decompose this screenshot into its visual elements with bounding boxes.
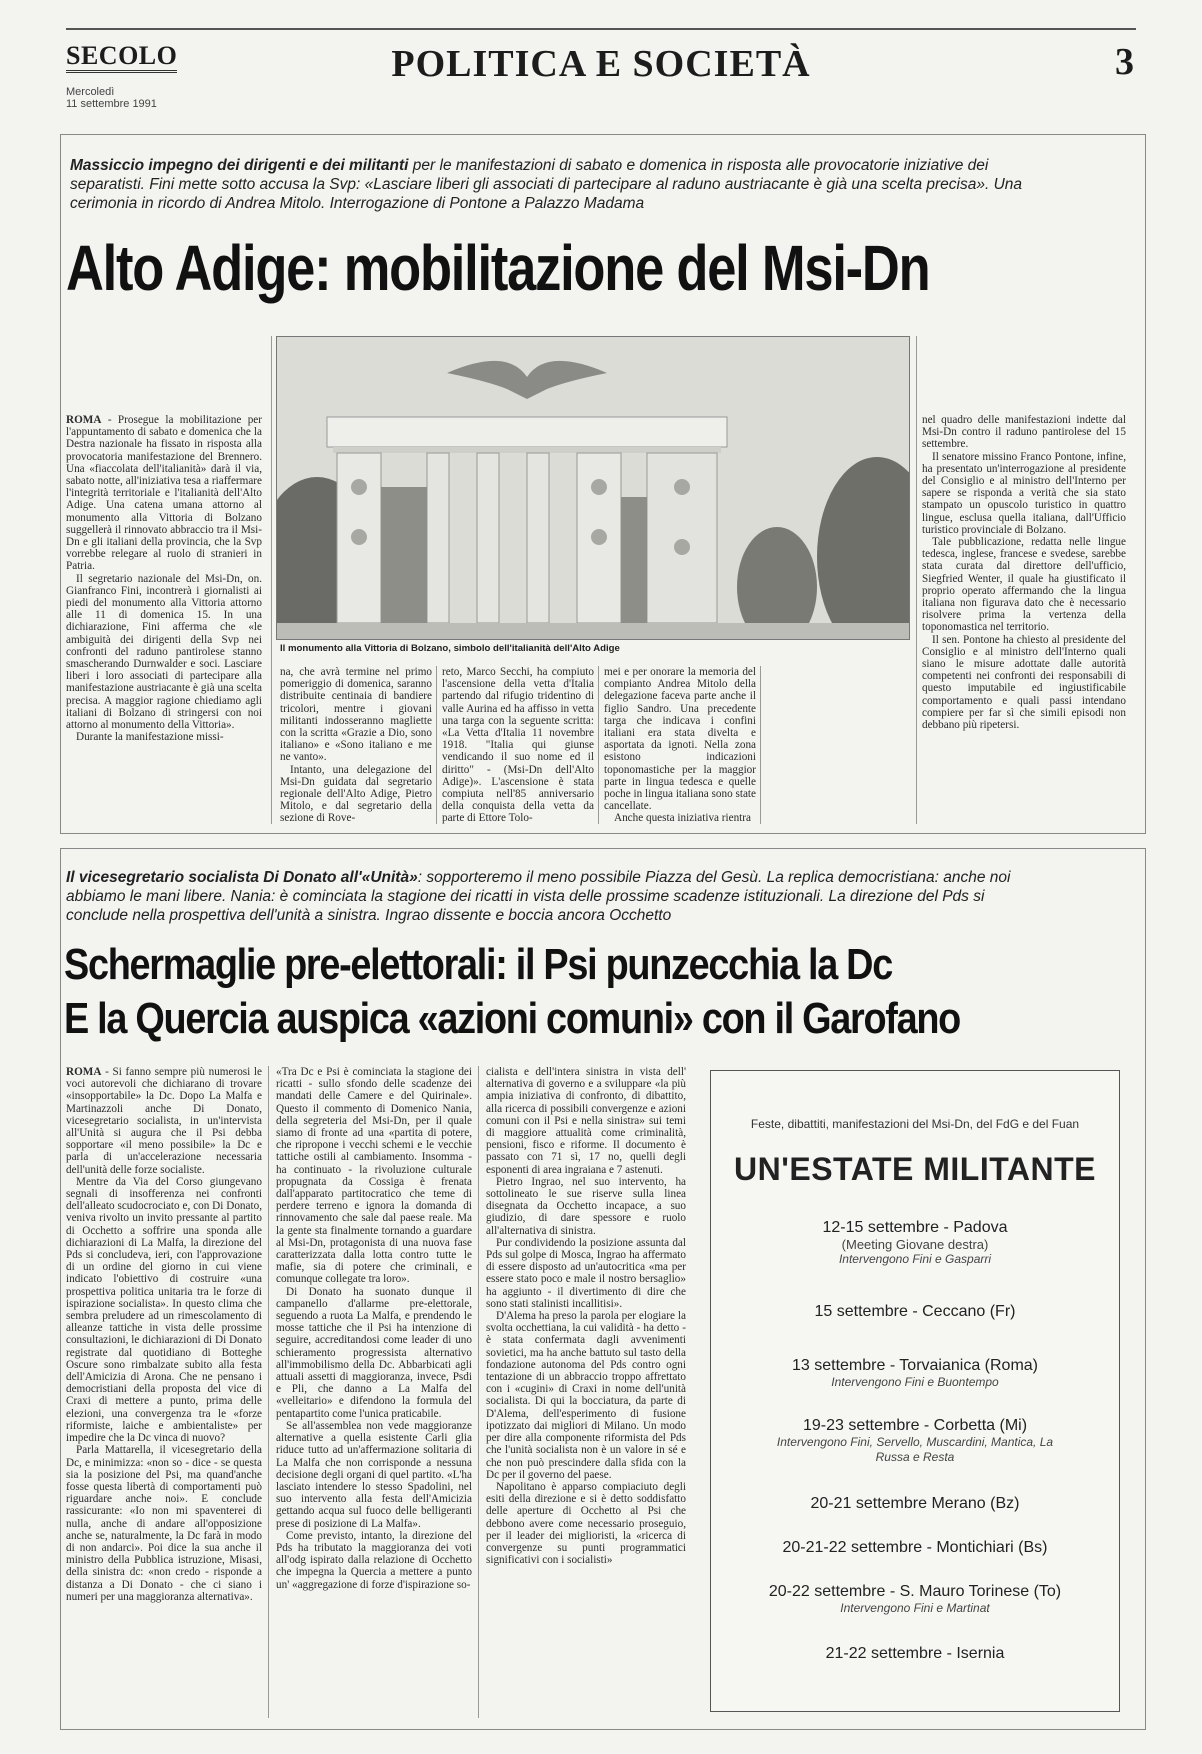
events-box (710, 1070, 1120, 1712)
paragraph: Il senatore missino Franco Pontone, infine, ha presentato un'interrogazione al presidente del Consiglio e al ministro dell'Interno per sapere se risponda a verità che sia stato stampato un opuscolo turistico in quattro lingue, esclusa quella italiana, dall'Ufficio turistico provinciale di Bolzano. (922, 450, 1126, 536)
dateline: ROMA (66, 1066, 102, 1078)
article1-column-5 (922, 414, 1126, 824)
paragraph: Anche questa iniziativa rientra (614, 812, 751, 824)
masthead (66, 28, 1136, 110)
article2-headline (64, 938, 960, 1046)
paragraph: nel quadro delle manifestazioni indette dal Msi-Dn contro il raduno pantirolese del 15 settembre. (922, 414, 1126, 451)
article1-occhiello (70, 156, 1030, 213)
event-item (711, 1303, 1119, 1321)
event-when: 13 settembre - Torvaianica (Roma) (791, 1357, 1039, 1374)
section-title: POLITICA E SOCIETÀ (391, 43, 811, 85)
headline-line-2: E la Quercia auspica «azioni comuni» con il Garofano (64, 994, 961, 1043)
paragraph: Parla Mattarella, il vicesegretario della Dc, e minimizza: «non so - dice - se questa sia la posizione del Psi, ma quand'anche fosse questa libertà di comportamenti può riguardare anche noi». E conclude rassicurante: «Io non mi spaventerei di nulla, anche di andare all'opposizione anche se, naturalmente, la Dc farà in modo di non andarci». Poi dice la sua anche il ministro della Pubblica istruzione, Misasi, della sinistra dc: «non credo - risponde a distanza a Di Donato - che ci siano i numeri per una maggioranza alternativa». (66, 1444, 262, 1603)
date-full: 11 settembre 1991 (66, 98, 157, 110)
column-rule (478, 1066, 479, 1718)
event-sub: (Meeting Giovane destra) (841, 1237, 989, 1252)
event-item (711, 1417, 1119, 1465)
paragraph: Mentre da Via del Corso giungevano segnali di insofferenza nei confronti dell'alleato scudocrociato e, con Di Donato, veniva rivolto un invito pressante al partito di Occhetto a soffrire una sponda alle dichiarazioni di La Malfa, la direzione del Pds si concludeva, ieri, con l'approvazione di un ordine del giorno in cui viene indicato l'obiettivo di costruire «una prospettiva politica unitaria tra le forze di ispirazione socialista». In questo clima che sembra preludere ad un rimescolamento di alleanze tattiche in vista delle prossime consultazioni, le dichiarazioni di Di Donato registrate dal quotidiano di Botteghe Oscure sono rimbalzate subito alla festa dell'Amicizia di Arona. Che ne pensano i democristiani della proposta del vice di Craxi di mettere a punto, prima delle elezioni, una convergenza tra le «forze riformiste, laiche e ambientaliste» per impedire che la Dc vinca di nuovo? (66, 1175, 262, 1445)
paragraph: Come previsto, intanto, la direzione del Pds ha tributato la maggioranza dei voti all'odg ispirato dalla relazione di Occhetto che impegna la Quercia a mettere a punto un' «aggregazione di forze d'ispirazione so- (276, 1529, 472, 1591)
paragraph: Pietro Ingrao, nel suo intervento, ha sottolineato le sue riserve sulla linea disegnata da Occhetto incapace, a suo giudizio, di dare spessore e ruolo all'alternativa di sinistra. (486, 1175, 686, 1237)
column-rule (268, 1066, 269, 1718)
paragraph: Il segretario nazionale del Msi-Dn, on. Gianfranco Fini, incontrerà i giornalisti ai piedi del monumento alla Vittoria attorno alle 11 di domenica 15. In una dichiarazione, Fini afferma che «le ambiguità dei dirigenti della Svp nei confronti del raduno pantirolese stanno smascherando Durnwalder e soci. Lasciare liberi i loro associati di partecipare alla manifestazione austriacante è già una scelta precisa. A maggior ragione chiediamo agli italiani di Bolzano di stringersi con noi attorno al monumento della Vittoria». (66, 572, 262, 732)
paragraph: Intanto, una delegazione del Msi-Dn guidata dal segretario regionale dell'Alto Adige, Pietro Mitolo, e dal segretario della sezione di Rove- (280, 763, 432, 824)
paragraph: Tale pubblicazione, redatta nelle lingue tedesca, inglese, francese e svedese, sarebbe stata curata dal direttore dell'ufficio, Siegfried Wenter, il quale ha giustificato il proprio operato affermando che la lingua italiana non figurava dato che è necessario risolvere prima la vertenza della toponomastica nel territorio. (922, 536, 1126, 634)
monument-photo (276, 336, 910, 640)
column-rule (916, 336, 917, 824)
occhiello-bold: Il vicesegretario socialista Di Donato all'«Unità» (66, 869, 418, 886)
photo-caption: Il monumento alla Vittoria di Bolzano, simbolo dell'italianità dell'Alto Adige (280, 643, 620, 654)
monument-illustration (277, 337, 909, 639)
paragraph: D'Alema ha preso la parola per elogiare la svolta occhettiana, la cui validità - ha detto - è stata confermata dagli avvenimenti sovietici, ma ha anche battuto sul tasto della fondazione autonoma del Pds contro ogni tentazione di un abbraccio troppo affrettato con i «cugini» di Craxi in nome dell'unità socialista. Di qui la bocciatura, da parte di D'Alema, dell'esperimento di fusione ipotizzato dai migliori di Milano. Un modo per dire alla componente riformista del Pds che l'unità socialista non è un valore in sé e che non può prescindere dalla sfida con la Dc per il governo del paese. (486, 1310, 686, 1481)
paragraph: - Si fanno sempre più numerosi le voci autorevoli che dichiarano di trovare «insopportabile» la Dc. Dopo La Malfa e Martinazzoli anche Di Donato, vicesegretario socialista, in un'intervista all'Unità si augura che il Psi debba sopportare «il meno possibile» la Dc e parla di un'accelerazione necessaria dell'unità delle forze socialiste. (66, 1066, 262, 1176)
event-item (711, 1495, 1119, 1513)
events-intro: Feste, dibattiti, manifestazioni del Msi-Dn, del FdG e del Fuan (750, 1117, 1080, 1131)
dateline: ROMA (66, 414, 102, 426)
article1-column-1 (66, 414, 262, 824)
article2-column-2 (276, 1066, 472, 1718)
article1-column-2 (280, 666, 432, 824)
event-when: 21-22 settembre - Isernia (825, 1645, 1005, 1662)
event-when: 19-23 settembre - Corbetta (Mi) (802, 1417, 1028, 1434)
paragraph: na, che avrà termine nel primo pomeriggio di domenica, saranno distribuite centinaia di bandiere tricolori, mentre i giovani militanti indosseranno magliette con la scritta «Grazie a Dio, sono italiano» e «Sono italiano e me ne vanto». (280, 666, 432, 764)
article2-occhiello (66, 868, 1046, 925)
event-item (711, 1219, 1119, 1267)
paragraph: reto, Marco Secchi, ha compiuto l'ascensione della vetta d'Italia partendo dal rifugio tridentino di valle Aurina ed ha affisso in vetta una targa con la seguente scritta: «La Vetta d'Italia 11 novembre 1918. "Italia qui giunse vendicando il suo nome ed il diritto" - (Msi-Dn dell'Alto Adige)». L'ascensione è stata compiuta nell'85 anniversario della conquista della vetta da parte di Ettore Tolo- (442, 666, 594, 824)
article1-column-4 (604, 666, 756, 824)
headline-line-1: Schermaglie pre-elettorali: il Psi punzecchia la Dc (64, 940, 892, 989)
occhiello-bold: Massiccio impegno dei dirigenti e dei militanti (70, 157, 409, 174)
paper-date (66, 86, 157, 110)
column-rule (436, 666, 437, 824)
event-note: Intervengono Fini e Buontempo (831, 1375, 999, 1389)
event-when: 20-22 settembre - S. Mauro Torinese (To) (768, 1583, 1062, 1600)
column-rule (598, 666, 599, 824)
paper-name: SECOLO (66, 42, 177, 73)
paragraph: Il sen. Pontone ha chiesto al presidente del Consiglio e al ministro dell'Interno quali siano le misure adottate dalle autorità competenti nei confronti dei responsabili di questo imputabile ed ingiustificabile comportamento e quali passi intendano compiere per far sì che simili episodi non debbano più ripetersi. (922, 633, 1126, 732)
paragraph: «Tra Dc e Psi è cominciata la stagione dei ricatti - sullo sfondo delle scadenze dei mandati delle Camere e del Quirinale». Questo il commento di Domenico Nania, della segreteria del Msi-Dn, per il quale siamo di fronte ad una «partita di potere, che ripropone i vecchi schemi e le vecchie tattiche ostili al cambiamento. Insomma - ha continuato - la rivoluzione culturale propugnata da Cossiga è frenata dall'apparato partitocratico che teme di perdere terreno e ignora la domanda di rinnovamento che sale dal paese reale. Ma la gente sta finalmente tornando a guardare al Msi-Dn, protagonista di una nuova fase caratterizzata dalla lotta contro tutte le mafie, sia di potere che criminali, e comunque collegate tra loro». (276, 1066, 472, 1286)
article1-headline: Alto Adige: mobilitazione del Msi-Dn (66, 232, 930, 304)
paragraph: Se all'assemblea non vede maggioranze alternative a quella esistente Carli glia riduce tutto ad un'affermazione solitaria di La Malfa che non corrisponde a nessuna decisione degli organi di quel partito. «L'ha lasciato intendere lo stesso Spadolini, nel suo intervento alla festa dell'Amicizia gettando acqua sul fuoco delle belligeranti prese di posizione di La Malfa». (276, 1419, 472, 1530)
column-rule (271, 336, 272, 824)
event-note: Intervengono Fini, Servello, Muscardini, Mantica, La Russa e Resta (776, 1435, 1054, 1464)
occhiello-rest: per le manifestazioni di sabato e domenica in risposta alle provocatorie iniziative dei separatisti. Fini mette sotto accusa la Svp: «Lasciare liberi gli associati di partecipare al raduno austriacante è già una scelta precisa». Una cerimonia in ricordo di Andrea Mitolo. Interrogazione di Pontone a Palazzo Madama (70, 157, 1023, 212)
paragraph: Durante la manifestazione missi- (76, 731, 224, 744)
article1-column-3 (442, 666, 594, 824)
page-number: 3 (1115, 41, 1134, 83)
event-when: 20-21-22 settembre - Montichiari (Bs) (782, 1539, 1048, 1556)
paragraph: - Prosegue la mobilitazione per l'appuntamento di sabato e domenica che la Destra nazionale ha fissato in risposta alla provocatoria manifestazione del Brennero. Una «fiaccolata dell'italianità» darà il via, sabato notte, all'iniziativa tesa a riaffermare l'integrità territoriale e l'italianità dell'Alto Adige. Una catena umana attorno al monumento alla Vittoria di Bolzano suggellerà il rinnovato abbraccio tra il Msi-Dn e gli italiani della provincia, che la Svp vorrebbe relegare al ruolo di stranieri in Patria. (66, 414, 262, 573)
event-item (711, 1539, 1119, 1557)
event-when: 12-15 settembre - Padova (822, 1219, 1008, 1236)
event-when: 15 settembre - Ceccano (Fr) (814, 1303, 1016, 1320)
event-note: Intervengono Fini e Gasparri (838, 1252, 992, 1266)
paragraph: Di Donato ha suonato dunque il campanello d'allarme pre-elettorale, seguendo a ruota La Malfa, e prendendo le mosse tattiche che il Psi ha intenzione di seguire, accreditandosi come leader di uno schieramento progressista alternativo all'immobilismo della Dc. Abbarbicati agli attuali assetti di maggioranza, invece, Psdi e Pli, che danno a La Malfa del «velleitario» e difendono la formula del pentapartito come l'unica praticabile. (276, 1285, 472, 1420)
article2-column-1 (66, 1066, 262, 1718)
paragraph: cialista e dell'intera sinistra in vista dell' alternativa di governo e a sviluppare «la più ampia iniziativa di confronto, di dibattito, alla ricerca di possibili convergenze e azioni comuni con il Psi e nella sinistra» sui temi di maggiore attualità come criminalità, pensioni, fisco e riforme. Il documento è passato con 71 sì, 17 no, quelli degli esponenti di area ingraiana e 7 astenuti. (486, 1066, 686, 1176)
event-when: 20-21 settembre Merano (Bz) (810, 1495, 1020, 1512)
paragraph: Napolitano è apparso compiaciuto degli esiti della direzione e si è detto soddisfatto delle aperture di Occhetto al Psi che debbono avere come necessario proseguio, per il leader dei miglioristi, la «ricerca di convergenze su punti programmatici significativi con i socialisti» (486, 1480, 686, 1567)
paragraph: Pur condividendo la posizione assunta dal Pds sul golpe di Mosca, Ingrao ha affermato di essere disposto ad un'autocritica «ma per essere stato poco e male il nostro bersaglio» ha aggiunto - il divertimento di dire che sono stati stalinisti incallitisi». (486, 1236, 686, 1310)
article2-column-3 (486, 1066, 686, 1718)
date-day: Mercoledì (66, 86, 115, 98)
event-item (711, 1357, 1119, 1390)
paragraph: mei e per onorare la memoria del compianto Andrea Mitolo della delegazione faceva parte anche il figlio Sandro. Una precedente targa che indicava i confini italiani era stata divelta e asportata da ignoti. Nella zona esistono indicazioni toponomastiche per la maggior parte in lingua tedesca e quelle poche in lingua italiana sono state cancellate. (604, 666, 756, 813)
events-title: UN'ESTATE MILITANTE (734, 1151, 1096, 1187)
column-rule (760, 666, 761, 824)
event-note: Intervengono Fini e Martinat (840, 1601, 990, 1615)
event-item (711, 1583, 1119, 1616)
occhiello-rest: : sopporteremo il meno possibile Piazza del Gesù. La replica democristiana: anche noi abbiamo le mani libere. Nania: è cominciata la stagione dei ricatti in vista delle prossime scadenze istituzionali. La direzione del Pds si conclude nella prospettiva dell'unità a sinistra. Ingrao dissente e boccia ancora Occhetto (66, 869, 1011, 924)
event-item (711, 1645, 1119, 1663)
